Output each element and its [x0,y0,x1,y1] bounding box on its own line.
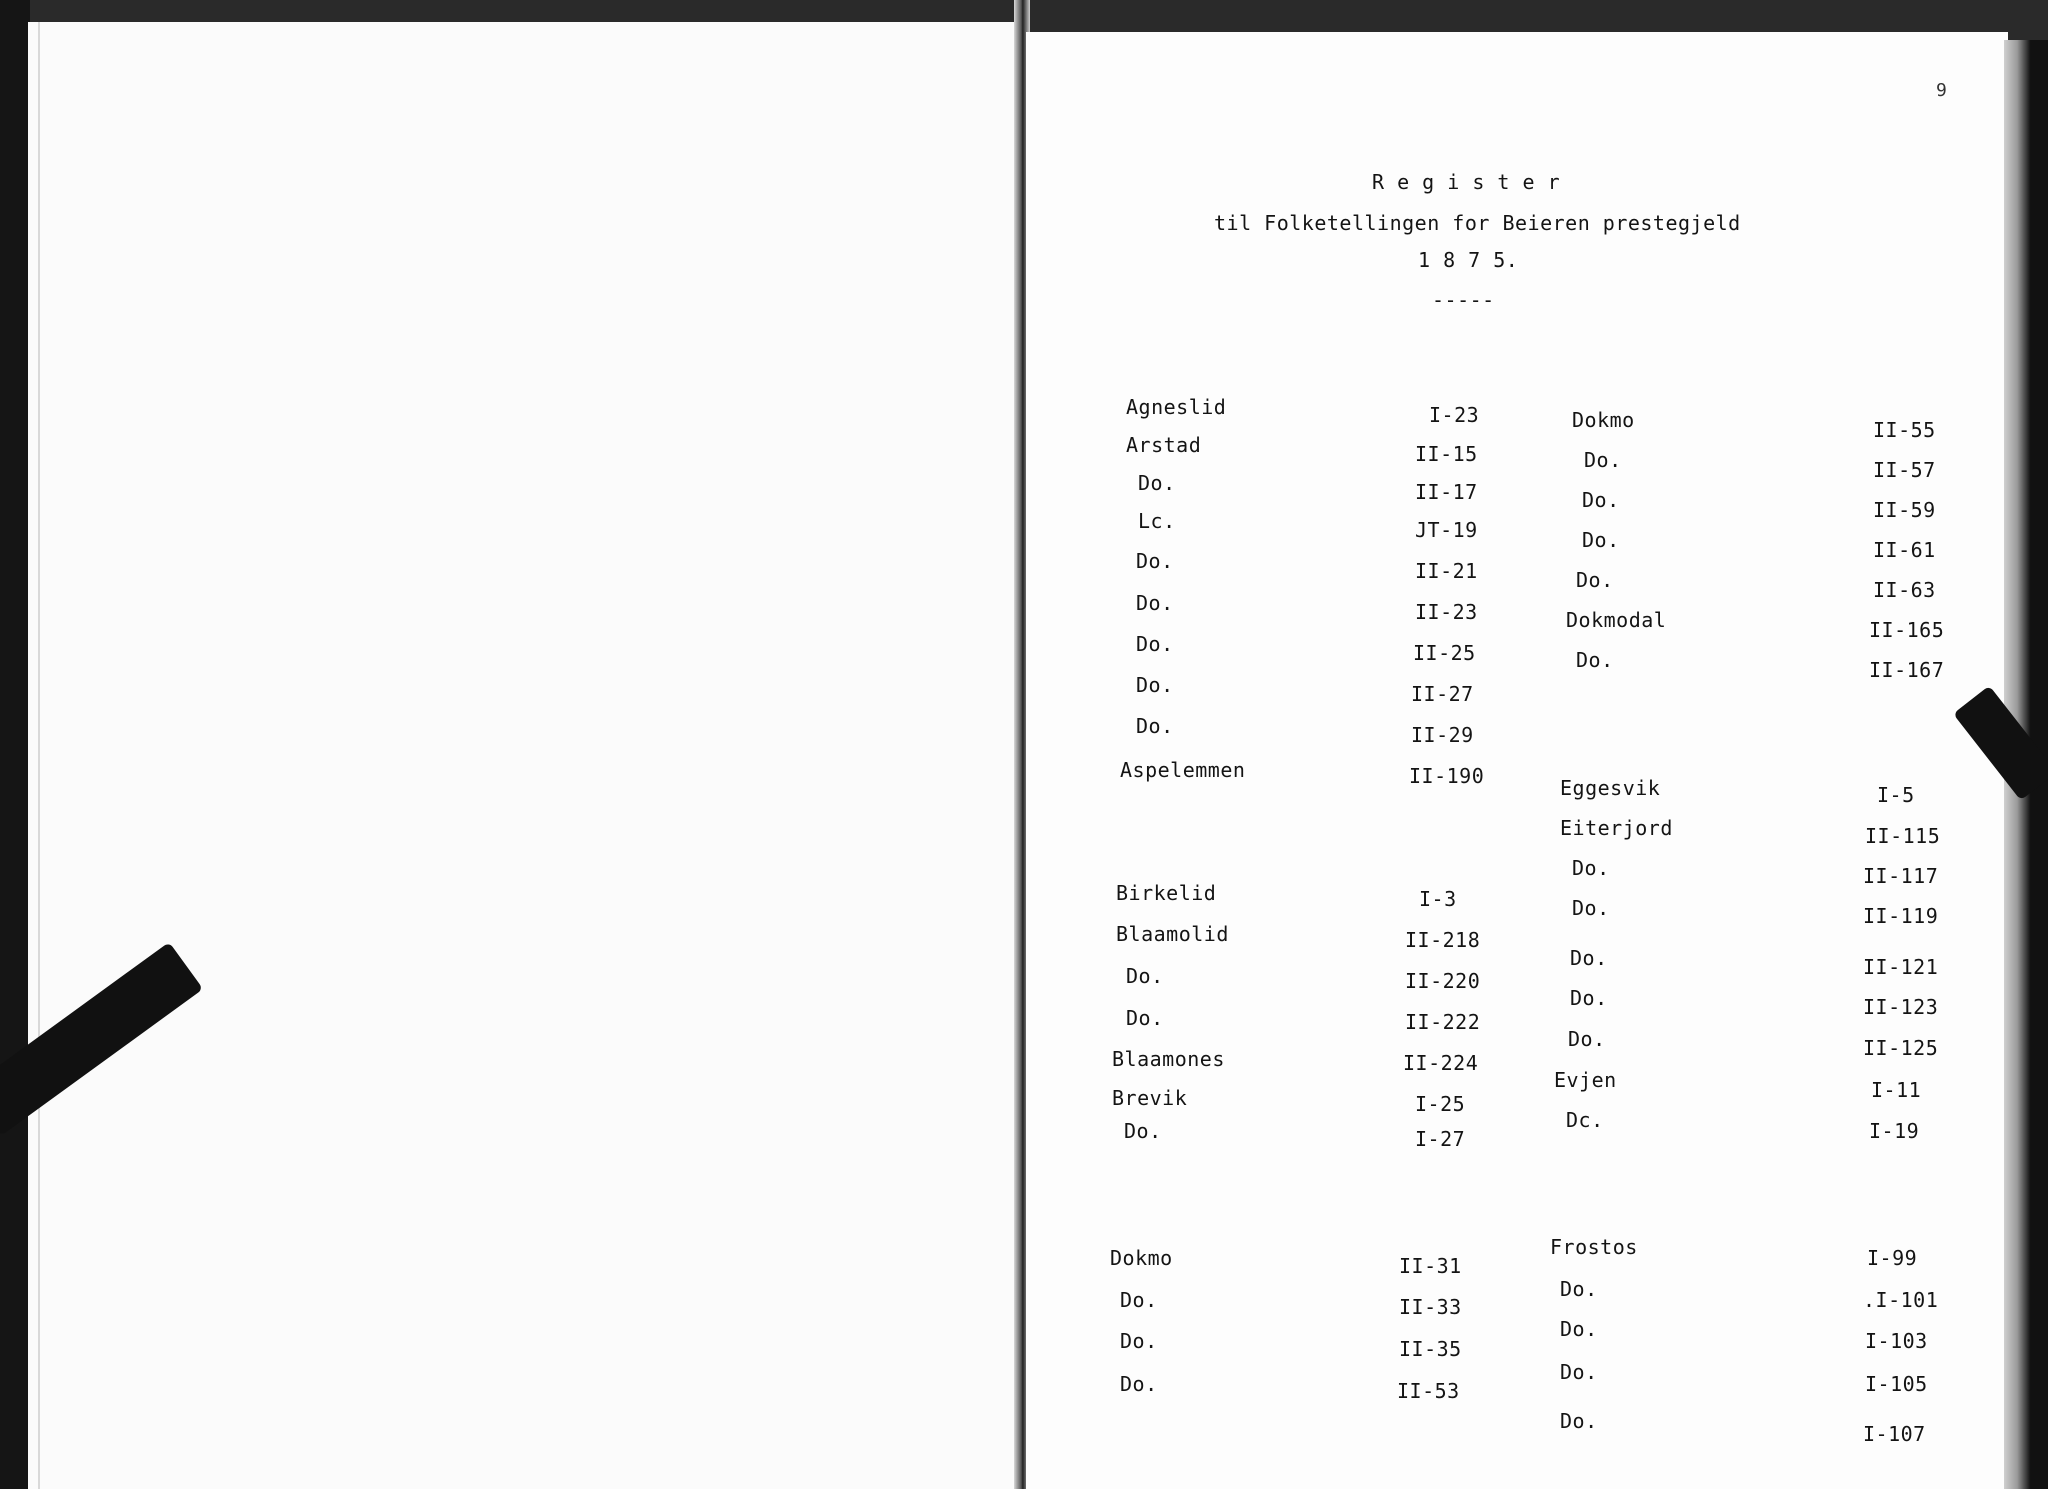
scanner-left-edge [0,0,30,1489]
page-number: 9 [1936,80,1947,101]
entry-place: Do. [1576,648,1614,672]
entry-place: Eiterjord [1560,816,1673,840]
entry-place: Do. [1584,448,1622,472]
entry-reference: II-21 [1415,559,1478,583]
entry-place: Do. [1572,896,1610,920]
entry-place: Do. [1138,471,1176,495]
entry-reference: II-121 [1863,955,1939,979]
entry-reference: I-25 [1415,1092,1466,1116]
entry-reference: II-222 [1405,1010,1481,1034]
entry-reference: I-11 [1871,1078,1922,1102]
entry-reference: II-125 [1863,1036,1939,1060]
entry-reference: II-25 [1413,641,1476,665]
entry-reference: II-220 [1405,969,1481,993]
register-title: R e g i s t e r [1372,170,1561,194]
entry-reference: I-105 [1865,1372,1928,1396]
left-page-edge [38,22,40,1489]
entry-place: Birkelid [1116,881,1217,905]
entry-place: Lc. [1138,509,1176,533]
entry-reference: II-59 [1873,498,1936,522]
entry-reference: II-29 [1411,723,1474,747]
entry-place: Do. [1120,1288,1158,1312]
entry-reference: I-99 [1867,1246,1918,1270]
entry-reference: II-57 [1873,458,1936,482]
entry-place: Do. [1136,549,1174,573]
entry-reference: I-27 [1415,1127,1466,1151]
entry-reference: II-55 [1873,418,1936,442]
entry-reference: I-23 [1429,403,1480,427]
entry-place: Agneslid [1126,395,1227,419]
entry-place: Brevik [1112,1086,1188,1110]
entry-reference: II-115 [1865,824,1941,848]
entry-reference: II-31 [1399,1254,1462,1278]
entry-place: Do. [1124,1119,1162,1143]
entry-reference: II-123 [1863,995,1939,1019]
entry-reference: I-3 [1419,887,1457,911]
entry-place: Aspelemmen [1120,758,1246,782]
entry-place: Dokmo [1110,1246,1173,1270]
entry-reference: II-119 [1863,904,1939,928]
header-rule: ----- [1432,288,1495,312]
entry-place: Eggesvik [1560,776,1661,800]
entry-place: Do. [1136,632,1174,656]
entry-reference: II-33 [1399,1295,1462,1319]
entry-reference: I-103 [1865,1329,1928,1353]
entry-reference: .I-101 [1863,1288,1939,1312]
entry-place: Do. [1570,986,1608,1010]
entry-place: Do. [1572,856,1610,880]
entry-place: Do. [1560,1360,1598,1384]
entry-place: Blaamones [1112,1047,1225,1071]
entry-reference: II-23 [1415,600,1478,624]
entry-reference: II-63 [1873,578,1936,602]
entry-place: Do. [1582,488,1620,512]
entry-reference: II-27 [1411,682,1474,706]
entry-place: Frostos [1550,1235,1638,1259]
entry-reference: JT-19 [1415,518,1478,542]
entry-reference: II-53 [1397,1379,1460,1403]
entry-place: Do. [1560,1317,1598,1341]
entry-reference: II-61 [1873,538,1936,562]
entry-place: Dokmo [1572,408,1635,432]
entry-place: Evjen [1554,1068,1617,1092]
entry-place: Dc. [1566,1108,1604,1132]
entry-reference: I-5 [1877,783,1915,807]
entry-reference: II-35 [1399,1337,1462,1361]
left-page-blank [28,22,1018,1489]
entry-reference: II-224 [1403,1051,1479,1075]
entry-place: Do. [1582,528,1620,552]
entry-place: Arstad [1126,433,1202,457]
register-year: 1 8 7 5. [1418,248,1519,272]
entry-place: Dokmodal [1566,608,1667,632]
entry-reference: II-15 [1415,442,1478,466]
entry-reference: II-117 [1863,864,1939,888]
entry-place: Do. [1120,1372,1158,1396]
entry-reference: I-107 [1863,1422,1926,1446]
entry-reference: II-17 [1415,480,1478,504]
entry-reference: II-218 [1405,928,1481,952]
entry-place: Do. [1120,1329,1158,1353]
entry-reference: I-19 [1869,1119,1920,1143]
entry-place: Do. [1568,1027,1606,1051]
entry-place: Do. [1576,568,1614,592]
entry-place: Do. [1136,591,1174,615]
entry-place: Do. [1560,1409,1598,1433]
entry-reference: II-190 [1409,764,1485,788]
entry-reference: II-167 [1869,658,1945,682]
entry-place: Do. [1570,946,1608,970]
register-subtitle: til Folketellingen for Beieren prestegjeld [1214,211,1741,235]
entry-place: Do. [1136,714,1174,738]
entry-place: Blaamolid [1116,922,1229,946]
entry-place: Do. [1136,673,1174,697]
entry-place: Do. [1560,1277,1598,1301]
entry-reference: II-165 [1869,618,1945,642]
entry-place: Do. [1126,964,1164,988]
entry-place: Do. [1126,1006,1164,1030]
